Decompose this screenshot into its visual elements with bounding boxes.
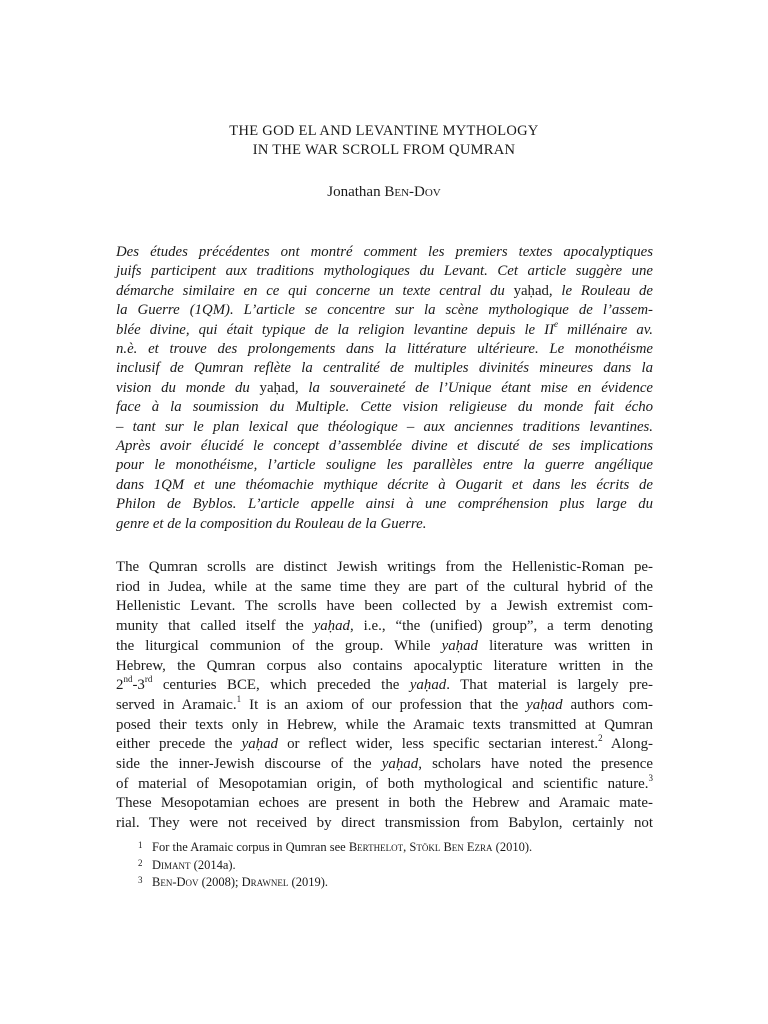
term-yahad: yaḥad xyxy=(526,696,563,713)
body-text: Along- xyxy=(602,736,654,753)
footnote-author: Drawnel xyxy=(241,875,289,889)
title-line-1: THE GOD EL AND LEVANTINE MYTHOLOGY xyxy=(229,123,539,139)
author-name xyxy=(0,183,768,202)
body-paragraph xyxy=(116,558,653,834)
footnote-ref-2[interactable]: 2 xyxy=(598,733,603,744)
abstract-line: Philon de Byblos. L’article appelle ainsi à une compréhension plus large du xyxy=(116,496,653,513)
abstract-line: Des études précédentes ont montré comment les premiers textes apocalyptiques xyxy=(116,244,653,260)
body-line: riod in Judea, while at the same time they are part of the cultural hybrid of the xyxy=(116,578,653,595)
footnote-ref-1[interactable]: 1 xyxy=(236,693,242,704)
term-yahad: yaḥad xyxy=(409,677,447,694)
abstract-line: n.è. et trouve des prolongements dans la littérature ultérieure. Le monothéisme xyxy=(116,341,653,358)
abstract-text: démarche similaire en ce qui concerne un texte central du xyxy=(116,282,514,299)
footnote-1 xyxy=(138,838,658,856)
body-line: posed their texts only in Hebrew, while the Aramaic texts transmitted at Qumran xyxy=(116,716,653,733)
body-text: the liturgical communion of the group. While xyxy=(116,637,442,654)
ordinal-superscript: rd xyxy=(144,674,153,685)
footnote-text: (2019). xyxy=(288,875,328,889)
ordinal-superscript: nd xyxy=(123,674,133,685)
abstract-line: genre et de la composition du Rouleau de la Guerre. xyxy=(116,515,427,532)
abstract-line: inclusif de Qumran reflète la centralité de multiples divinités mineures dans la xyxy=(116,360,653,377)
body-text: of material of Mesopotamian origin, of both mythological and scientific nature. xyxy=(116,775,649,792)
body-line xyxy=(116,676,653,696)
footnote-text: (2014a). xyxy=(190,857,236,872)
body-text: literature was written in xyxy=(477,637,653,654)
abstract-line: la Guerre (1QM). L’article se concentre sur la scène mythologique de l’assem- xyxy=(116,302,653,319)
abstract-line: juifs participent aux traditions mythologiques du Levant. Cet article suggère une xyxy=(116,263,653,280)
body-text: munity that called itself the xyxy=(116,618,314,635)
body-line xyxy=(116,617,653,637)
footnote-number: 1 xyxy=(138,840,143,850)
body-line: Hebrew, the Qumran corpus also contains apocalyptic literature written in the xyxy=(116,657,653,674)
abstract-line: Après avoir élucidé le concept d’assemblée divine et discuté de ses implications xyxy=(116,438,653,455)
abstract-line xyxy=(116,282,653,301)
term-yahad: yaḥad xyxy=(381,756,419,773)
footnote-number: 3 xyxy=(138,875,143,885)
term-yahad: yaḥad xyxy=(441,637,478,654)
body-text: . That material is largely pre- xyxy=(446,677,653,694)
abstract-term-yahad: yaḥad xyxy=(513,282,549,299)
author-given-name: Jonathan xyxy=(327,184,385,200)
body-text: served in Aramaic. xyxy=(116,696,237,713)
footnote-ref-3[interactable]: 3 xyxy=(648,772,653,783)
abstract-text: , la souveraineté de l’Unique étant mise en évidence xyxy=(294,379,653,396)
title-line-2: IN THE WAR SCROLL FROM QUMRAN xyxy=(252,142,516,158)
footnotes xyxy=(138,838,658,891)
abstract-term-yahad: yaḥad xyxy=(259,379,295,396)
body-line xyxy=(116,693,653,716)
abstract-text: , le Rouleau de xyxy=(548,282,653,299)
body-text: -3 xyxy=(132,677,145,694)
abstract-line: – tant sur le plan lexical que théologique – aux anciennes traditions levantines. xyxy=(116,418,653,435)
footnote-author: Berthelot xyxy=(348,840,404,854)
body-line xyxy=(116,772,653,795)
body-line: The Qumran scrolls are distinct Jewish writings from the Hellenistic-Roman pe- xyxy=(116,559,653,575)
body-text: side the inner-Jewish discourse of the xyxy=(116,756,382,773)
abstract-text: millénaire av. xyxy=(558,321,653,338)
body-text: authors com- xyxy=(562,696,653,713)
abstract-line: pour le monothéisme, l’article souligne les parallèles entre la guerre angélique xyxy=(116,457,653,474)
footnote-author: Ben-Dov xyxy=(152,875,199,889)
abstract-line xyxy=(116,379,653,398)
body-text: or reflect wider, less specific sectarian interest. xyxy=(278,736,599,753)
footnote-author: Stökl Ben Ezra xyxy=(409,840,493,854)
abstract-line: face à la soumission du Multiple. Cette vision religieuse du monde fait écho xyxy=(116,399,653,416)
footnote-3 xyxy=(138,873,658,891)
footnote-author: Dimant xyxy=(152,857,191,872)
footnote-text: (2010). xyxy=(492,840,533,854)
body-line: rial. They were not received by direct transmission from Babylon, certainly not xyxy=(116,815,653,832)
body-text: It is an axiom of our profession that the xyxy=(241,696,527,713)
footnote-text: (2008); xyxy=(198,875,242,889)
body-line: Hellenistic Levant. The scrolls have been collected by a Jewish extremist com- xyxy=(116,598,653,615)
footnote-2 xyxy=(138,856,658,874)
author-family-name: Ben-Dov xyxy=(384,184,441,200)
abstract-line xyxy=(116,318,653,340)
footnote-number: 2 xyxy=(138,857,143,868)
abstract xyxy=(116,243,653,534)
body-line xyxy=(116,637,653,657)
term-yahad: yaḥad xyxy=(313,618,350,635)
footnote-text: For the Aramaic corpus in Qumran see xyxy=(152,840,349,854)
body-text: 2 xyxy=(116,677,124,694)
footnote-text: , xyxy=(403,840,410,854)
body-text: , scholars have noted the presence xyxy=(418,756,653,773)
body-line: These Mesopotamian echoes are present in both the Hebrew and Aramaic mate- xyxy=(116,795,653,812)
abstract-text: blée divine, qui était typique de la religion levantine depuis le II xyxy=(116,321,555,338)
body-line xyxy=(116,735,653,755)
abstract-line: dans 1QM et une théomachie mythique décrite à Ougarit et dans les écrits de xyxy=(116,476,653,493)
body-text: , i.e., “the (unified) group”, a term denoting xyxy=(350,618,654,635)
body-text: centuries BCE, which preceded the xyxy=(152,677,410,694)
body-line xyxy=(116,755,653,775)
abstract-text: vision du monde du xyxy=(116,379,260,396)
term-yahad: yaḥad xyxy=(241,736,278,753)
abstract-superscript: e xyxy=(554,318,559,329)
body-text: either precede the xyxy=(116,736,242,753)
article-title xyxy=(0,122,768,160)
